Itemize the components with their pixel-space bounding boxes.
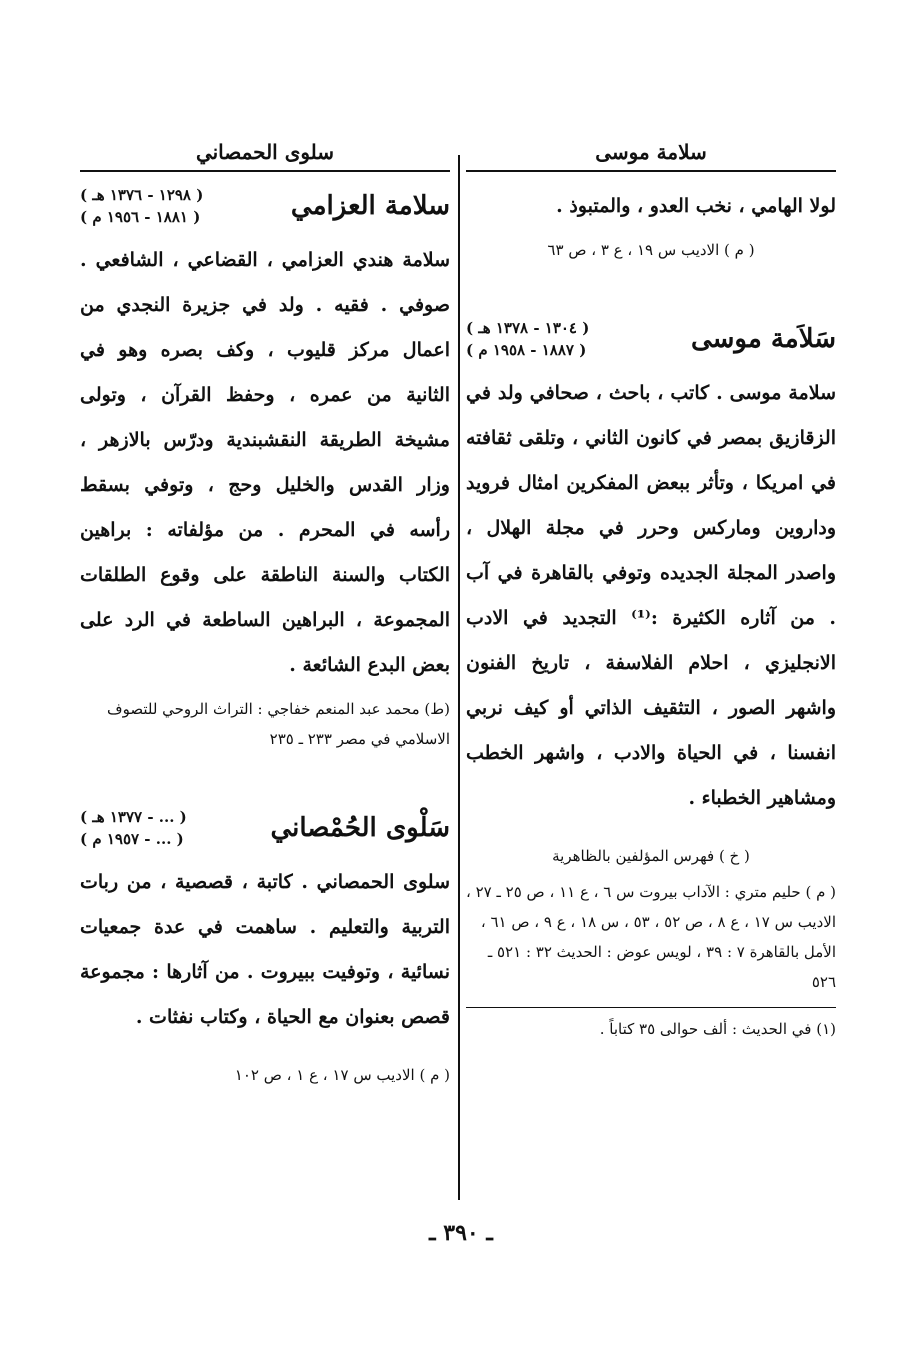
dates-gregorian: ( ١٨٨٧ - ١٩٥٨ م ) bbox=[466, 341, 587, 359]
right-column bbox=[466, 140, 836, 1050]
entry-source: (ط) محمد عبد المنعم خفاجي : التراث الروحي للتصوف الاسلامي في مصر ٢٣٣ ـ ٢٣٥ bbox=[107, 700, 450, 748]
entry-heading-salama-musa bbox=[466, 317, 836, 361]
running-header-right: سلامة موسى bbox=[466, 140, 836, 172]
source-kh: ( خ ) فهرس المؤلفين بالظاهرية bbox=[552, 847, 750, 865]
entry-dates bbox=[466, 317, 589, 361]
entry-source: ( م ) الاديب س ١٧ ، ع ١ ، ص ١٠٢ bbox=[234, 1066, 450, 1084]
entry-dates bbox=[80, 184, 203, 228]
dates-gregorian: ( ١٨٨١ - ١٩٥٦ م ) bbox=[80, 208, 201, 226]
entry-name: سلامة العزامي bbox=[290, 191, 450, 221]
entry-name: سَلاَمة موسى bbox=[690, 324, 836, 354]
continuation-text: لولا الهامي ، نخب العدو ، والمتبوذ . bbox=[556, 195, 836, 217]
entry-heading-salama-azzami bbox=[80, 184, 450, 228]
source-m: ( م ) حليم متري : الآداب بيروت س ٦ ، ع ١١ ، ص ٢٥ ـ ٢٧ ، الاديب س ١٧ ، ع ٨ ، ص ٥٢ ، ٥٣ ، س ١٨ ، ع ٩ ، ص ٦١ ، الأمل بالقاهرة ٧ : ٣٩ ، لويس عوض : الحديث ٣٢ : ٥٢١ ـ ٥٢٦ bbox=[465, 883, 836, 991]
left-column bbox=[80, 140, 450, 1096]
dates-hijri: ( ١٣٠٤ - ١٣٧٨ هـ ) bbox=[466, 319, 590, 337]
entry-name: سَلْوى الحُمْصاني bbox=[270, 813, 450, 843]
page-number: ـ ٣٩٠ ـ bbox=[429, 1220, 493, 1246]
continuation-source: ( م ) الاديب س ١٩ ، ع ٣ ، ص ٦٣ bbox=[547, 241, 755, 259]
entry-body: سلامة موسى . كاتب ، باحث ، صحافي ولد في الزقازيق بمصر في كانون الثاني ، وتلقى ثقافته في امريكا ، وتأثر ببعض المفكرين امثال فرويد وداروين وماركس وحرر في مجلة الهلال ، واصدر المجلة الجديده وتوفي بالقاهرة في آب . من آثاره الكثيرة :⁽¹⁾ التجديد في الادب الانجليزي ، احلام الفلاسفة ، تاريخ الفنون واشهر الصور ، التثقيف الذاتي أو كيف نربي انفسنا ، في الحياة والادب ، واشهر الخطب ومشاهير الخطباء . bbox=[466, 382, 837, 809]
column-divider bbox=[458, 155, 460, 1200]
dates-hijri: ( ١٢٩٨ - ١٣٧٦ هـ ) bbox=[80, 186, 204, 204]
entry-body: سلوى الحمصاني . كاتبة ، قصصية ، من ربات التربية والتعليم . ساهمت في عدة جمعيات نسائية ، وتوفيت ببيروت . من آثارها : مجموعة قصص بعنوان مع الحياة ، وكتاب نفثات . bbox=[80, 871, 450, 1028]
dates-hijri: ( ... - ١٣٧٧ هـ ) bbox=[80, 808, 187, 826]
dates-gregorian: ( ... - ١٩٥٧ م ) bbox=[80, 830, 184, 848]
footnote-divider bbox=[466, 1007, 836, 1008]
footnote: (١) في الحديث : ألف حوالى ٣٥ كتاباً . bbox=[599, 1020, 836, 1038]
entry-body: سلامة هندي العزامي ، القضاعي ، الشافعي . صوفي . فقيه . ولد في جزيرة النجدي من اعمال مركز قليوب ، وكف بصره وهو في الثانية من عمره ، وحفظ القرآن ، وتولى مشيخة الطريقة النقشبندية ودرّس بالازهر ، وزار القدس والخليل وحج ، وتوفي بسقط رأسه في المحرم . من مؤلفاته : براهين الكتاب والسنة الناطقة على وقوع الطلقات المجموعة ، البراهين الساطعة في الرد على بعض البدع الشائعة . bbox=[80, 249, 450, 676]
entry-heading-salwa-himsani bbox=[80, 806, 450, 850]
entry-dates bbox=[80, 806, 187, 850]
running-header-left: سلوى الحمصاني bbox=[80, 140, 450, 172]
